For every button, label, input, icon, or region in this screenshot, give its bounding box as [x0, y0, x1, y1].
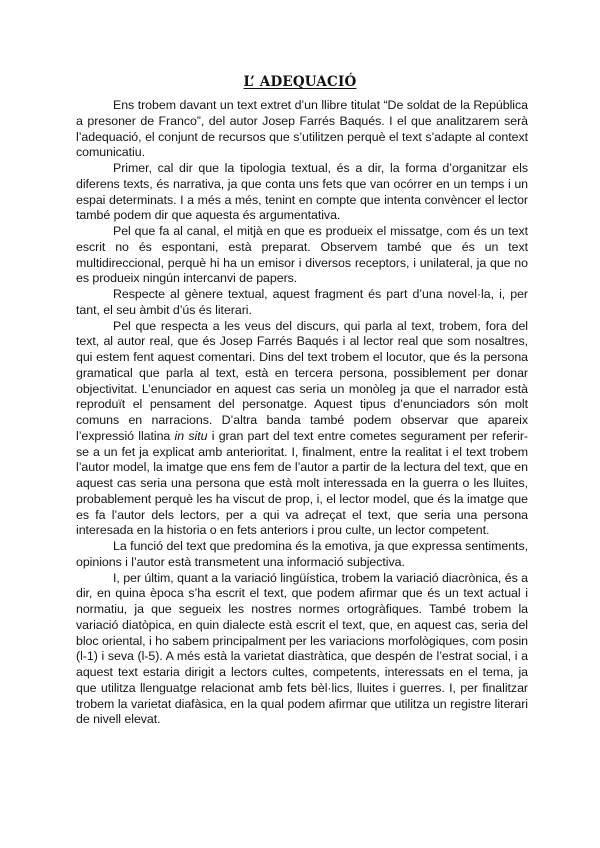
paragraph-6: La funció del text que predomina és la emotiva, ja que expressa sentiments, opinions i l’autor està transmetent una informació subjectiva.	[76, 539, 528, 569]
paragraph-2: Primer, cal dir que la tipologia textual, és a dir, la forma d’organitzar els diferens texts, és narrativa, ja que conta uns fets que van ocórrer en un temps i un espai determinats. I a més a més, tenint en compte que intenta convèncer el lector també podem dir que aquesta és argumentativa.	[76, 161, 528, 223]
paragraph-1: Ens trobem davant un text extret d’un llibre titulat “De soldat de la República a presoner de Franco”, del autor Josep Farrés Baqués. I el que analitzarem serà l’adequació, el conjunt de recursos que s’utilitzen perquè el text s’adapte al context comunicatiu.	[76, 98, 528, 160]
paragraph-5-part-1: Pel que respecta a les veus del discurs, qui parla al text, trobem, fora del text, al autor real, que és Josep Farrés Baqués i al lector real que som nosaltres, qui estem fent aquest comentari. Dins del text trobem el locutor, que és la persona gramatical que parla al text, està en tercera persona, possiblement per donar objectivitat. L’enunciador en aquest cas seria un monòleg ja que el narrador està reproduït el pensament del personatge. Aquest tipus d’enunciadors són molt comuns en narracions. D’altra banda també podem observar que apareix l’expressió llatina	[76, 318, 528, 443]
paragraph-3: Pel que fa al canal, el mitjà en que es produeix el missatge, com és un text escrit no és espontani, està preparat. Observem també que és un text multidireccional, perquè hi ha un emisor i diversos receptors, i unilateral, ja que no es produeix ningún intercanvi de papers.	[76, 224, 528, 286]
paragraph-7: I, per últim, quant a la variació lingüística, trobem la variació diacrònica, és a dir, en quina època s’ha escrit el text, que podem afirmar que és un text actual i normatiu, ja que segueix les nostres normes ortogràfiques. També trobem la variació diatòpica, en quin dialecte està escrit el text, que, en aquest cas, seria del bloc oriental, i ho sabem principalment per les variacions morfològiques, com posin (l-1) i seva (l-5). A més està la varietat diastràtica, que despén de l’estrat social, i a aquest text estaria dirigit a lectors cultes, competents, interessats en el tema, ja que utilitza llenguatge relacionat amb fets bèl·lics, lluites i guerres. I, per finalitzar trobem la varietat diafàsica, en la qual podem afirmar que utilitza un registre literari de nivell elevat.	[76, 570, 528, 727]
paragraph-5-part-2: i gran part del text entre cometes segurament per referir-se a un fet ja explicat amb anterioritat. I, finalment, entre la realitat i el text trobem l’autor model, la imatge que ens fem de l’autor a partir de la lectura del text, que en aquest cas seria una persona que està molt interessada en la guerra o les lluites, probablement perquè les ha viscut de prop, i, el lector model, que és la imatge que es fa l’autor dels lectors, per a qui va adreçat el text, que seria una persona interesada en la historia o en fets anteriors i prou culte, un lector competent.	[76, 428, 528, 538]
paragraph-4: Respecte al gènere textual, aquest fragment és part d’una novel·la, i, per tant, el seu àmbit d’ús és literari.	[76, 287, 528, 317]
paragraph-5	[76, 319, 528, 540]
latin-expression: in situ	[174, 428, 208, 443]
document-body	[76, 98, 528, 728]
page-title: L’ ADEQUACIÓ	[243, 74, 357, 90]
